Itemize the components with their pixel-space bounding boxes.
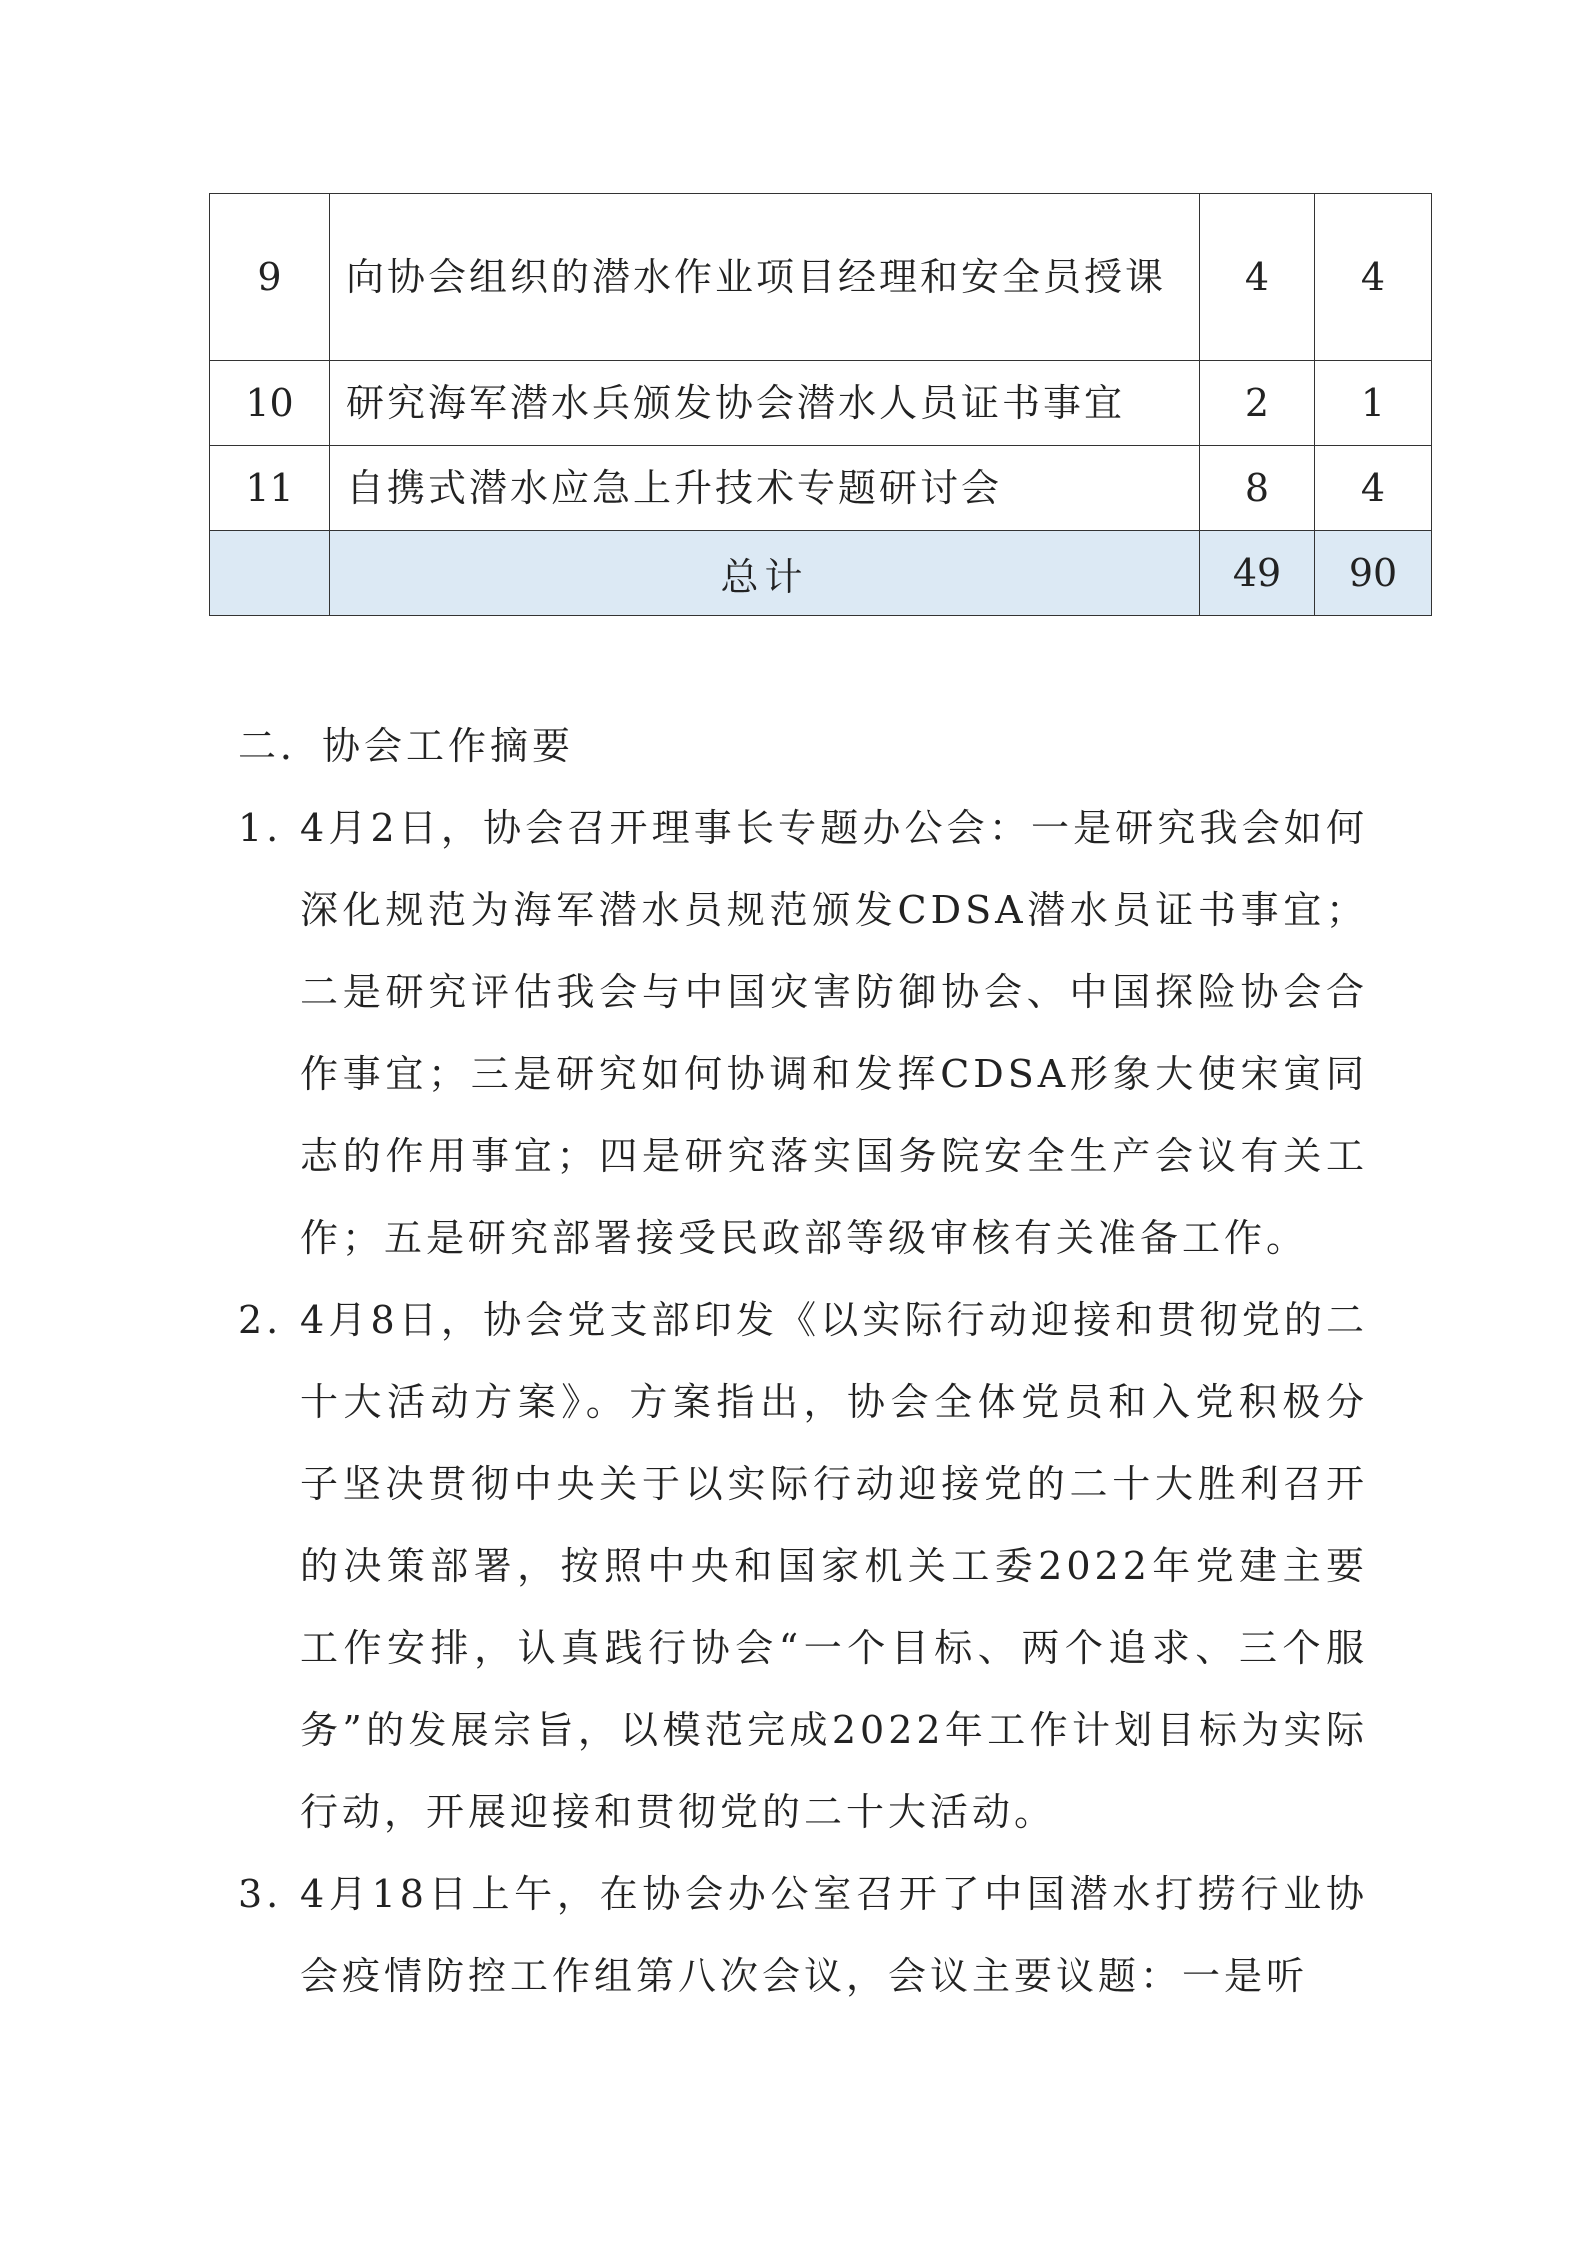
list-item-marker: 2. [238,1298,283,1342]
list-item [238,1279,1368,1853]
table-row [210,361,1432,446]
list-item-text: 4月8日，协会党支部印发《以实际行动迎接和贯彻党的二十大活动方案》。方案指出，协会全体党员和入党积极分子坚决贯彻中央关于以实际行动迎接党的二十大胜利召开的决策部署，按照中央和国家机关工委2022年党建主要工作安排，认真践行协会“一个目标、两个追求、三个服务”的发展宗旨，以模范完成2022年工作计划目标为实际行动，开展迎接和贯彻党的二十大活动。 [300,1298,1368,1834]
list-item [238,787,1368,1279]
row-number: 10 [210,361,330,446]
row-count-a: 4 [1200,194,1315,361]
row-count-b: 1 [1315,361,1432,446]
section-heading: 二．协会工作摘要 [238,724,575,768]
total-label: 总计 [330,531,1200,616]
table-total-row [210,531,1432,616]
total-count-a: 49 [1200,531,1315,616]
list-item-text: 4月2日，协会召开理事长专题办公会：一是研究我会如何深化规范为海军潜水员规范颁发CDSA潜水员证书事宜；二是研究评估我会与中国灾害防御协会、中国探险协会合作事宜；三是研究如何协调和发挥CDSA形象大使宋寅同志的作用事宜；四是研究落实国务院安全生产会议有关工作；五是研究部署接受民政部等级审核有关准备工作。 [300,806,1368,1260]
row-count-a: 8 [1200,446,1315,531]
row-item: 向协会组织的潜水作业项目经理和安全员授课 [330,194,1200,361]
row-item: 自携式潜水应急上升技术专题研讨会 [330,446,1200,531]
section-body [238,705,1368,2017]
total-count-b: 90 [1315,531,1432,616]
total-empty-cell [210,531,330,616]
table-row [210,194,1432,361]
table-row [210,446,1432,531]
row-count-b: 4 [1315,194,1432,361]
list-item-marker: 3. [238,1872,283,1916]
statistics-table [209,193,1432,616]
list-item-text: 4月18日上午，在协会办公室召开了中国潜水打捞行业协会疫情防控工作组第八次会议，会议主要议题：一是听 [300,1872,1368,1998]
row-item: 研究海军潜水兵颁发协会潜水人员证书事宜 [330,361,1200,446]
row-number: 11 [210,446,330,531]
row-count-b: 4 [1315,446,1432,531]
row-number: 9 [210,194,330,361]
list-item-marker: 1. [238,806,283,850]
row-count-a: 2 [1200,361,1315,446]
list-item [238,1853,1368,2017]
